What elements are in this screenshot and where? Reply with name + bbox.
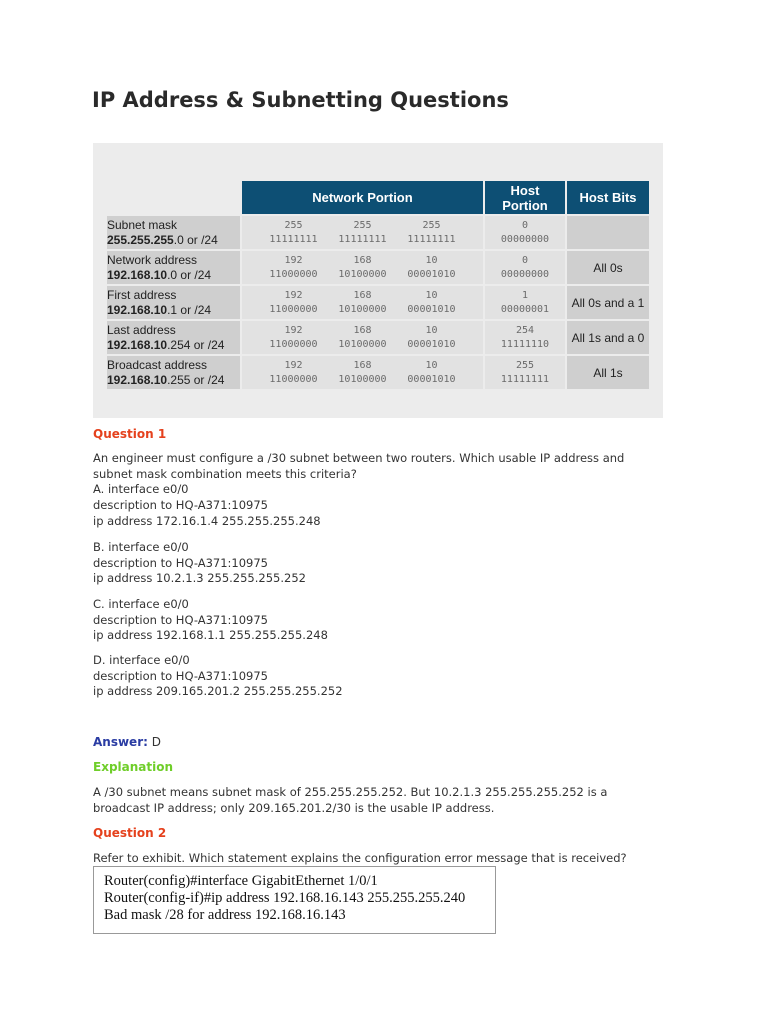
octet-decimal: 192 bbox=[284, 359, 303, 371]
octet-binary: 11111111 bbox=[407, 233, 456, 245]
row-label bbox=[107, 286, 240, 319]
octet-binary: 10100000 bbox=[338, 373, 387, 385]
host-portion-cell bbox=[485, 251, 565, 284]
octet bbox=[330, 359, 396, 387]
table-row bbox=[107, 356, 649, 389]
host-decimal: 0 bbox=[521, 219, 529, 231]
row-label-name: Broadcast address bbox=[107, 357, 208, 372]
header-network-portion: Network Portion bbox=[242, 181, 483, 214]
host-decimal: 0 bbox=[521, 254, 529, 266]
row-label-address bbox=[107, 233, 240, 248]
octet bbox=[330, 289, 396, 317]
host-binary: 00000000 bbox=[500, 268, 550, 280]
address-network-part: 255.255.255 bbox=[107, 232, 174, 247]
host-decimal: 1 bbox=[521, 289, 529, 301]
octet bbox=[399, 219, 465, 247]
explanation-label: Explanation bbox=[93, 760, 174, 774]
explanation-line: A /30 subnet means subnet mask of 255.255.255.252. But 10.2.1.3 255.255.255.252 is a bbox=[93, 785, 608, 799]
octet bbox=[261, 324, 327, 352]
octet-binary: 00001010 bbox=[407, 338, 456, 350]
config-exhibit bbox=[93, 866, 496, 934]
network-portion-cell bbox=[242, 321, 483, 354]
row-label-name: Last address bbox=[107, 322, 176, 337]
option-d-line: D. interface e0/0 bbox=[93, 653, 190, 667]
row-label-address bbox=[107, 373, 240, 388]
subnet-exhibit bbox=[93, 143, 663, 418]
octet-decimal: 255 bbox=[422, 219, 441, 231]
octet-binary: 11000000 bbox=[269, 268, 318, 280]
host-bits-cell: All 1s bbox=[567, 356, 649, 389]
address-network-part: 192.168.10 bbox=[107, 372, 168, 387]
question-1-prompt bbox=[93, 451, 673, 530]
host-portion-cell bbox=[485, 356, 565, 389]
exhibit-line: Bad mask /28 for address 192.168.16.143 bbox=[104, 907, 346, 923]
table-corner bbox=[107, 181, 240, 214]
host-bits-cell: All 1s and a 0 bbox=[567, 321, 649, 354]
octet-decimal: 10 bbox=[425, 359, 438, 371]
header-host-line1: Host bbox=[510, 182, 540, 198]
table-row bbox=[107, 286, 649, 319]
answer-label: Answer: bbox=[93, 735, 148, 749]
octet bbox=[330, 219, 396, 247]
option-a-line: A. interface e0/0 bbox=[93, 482, 189, 497]
question-2-prompt bbox=[93, 851, 673, 867]
host-binary: 11111111 bbox=[500, 373, 550, 385]
octet-decimal: 168 bbox=[353, 324, 372, 336]
host-binary: 11111110 bbox=[500, 338, 550, 350]
exhibit-line: Router(config)#interface GigabitEthernet 1/0/1 bbox=[104, 873, 378, 889]
option-d-line: ip address 209.165.201.2 255.255.255.252 bbox=[93, 684, 343, 699]
octet bbox=[261, 289, 327, 317]
octet-decimal: 10 bbox=[425, 254, 438, 266]
row-label-name: Subnet mask bbox=[107, 217, 178, 232]
option-b bbox=[93, 540, 673, 587]
octet-binary: 11111111 bbox=[269, 233, 318, 245]
octet-decimal: 10 bbox=[425, 289, 438, 301]
option-a-line: ip address 172.16.1.4 255.255.255.248 bbox=[93, 513, 321, 528]
octet-binary: 11111111 bbox=[338, 233, 387, 245]
address-network-part: 192.168.10 bbox=[107, 302, 168, 317]
octet-binary: 11000000 bbox=[269, 303, 318, 315]
network-portion-cell bbox=[242, 216, 483, 249]
address-network-part: 192.168.10 bbox=[107, 337, 168, 352]
row-label-address bbox=[107, 303, 240, 318]
question-1-label: Question 1 bbox=[93, 427, 167, 441]
header-host-line2: Portion bbox=[502, 197, 548, 213]
question-2-label: Question 2 bbox=[93, 826, 167, 840]
octet-decimal: 168 bbox=[353, 254, 372, 266]
address-host-part: .0 or /24 bbox=[167, 267, 212, 282]
host-decimal: 254 bbox=[515, 324, 535, 336]
octet bbox=[330, 324, 396, 352]
host-bits-cell: All 0s bbox=[567, 251, 649, 284]
octet bbox=[261, 219, 327, 247]
page-title: IP Address & Subnetting Questions bbox=[92, 88, 509, 112]
explanation-text bbox=[93, 785, 673, 816]
octet-binary: 11000000 bbox=[269, 373, 318, 385]
host-portion-cell bbox=[485, 286, 565, 319]
row-label bbox=[107, 216, 240, 249]
network-portion-cell bbox=[242, 251, 483, 284]
option-c-line: C. interface e0/0 bbox=[93, 597, 189, 611]
octet bbox=[399, 324, 465, 352]
network-portion-cell bbox=[242, 286, 483, 319]
row-label-address bbox=[107, 338, 240, 353]
network-portion-cell bbox=[242, 356, 483, 389]
option-a-line: description to HQ-A371:10975 bbox=[93, 498, 268, 513]
octet bbox=[330, 254, 396, 282]
prompt-line: subnet mask combination meets this criteria? bbox=[93, 466, 357, 481]
table-row bbox=[107, 216, 649, 249]
octet bbox=[399, 289, 465, 317]
option-d bbox=[93, 653, 673, 700]
answer-value: D bbox=[147, 735, 161, 749]
option-b-line: description to HQ-A371:10975 bbox=[93, 555, 268, 570]
option-c-line: description to HQ-A371:10975 bbox=[93, 612, 268, 627]
octet-binary: 00001010 bbox=[407, 303, 456, 315]
row-label-name: Network address bbox=[107, 252, 198, 267]
subnet-table bbox=[105, 179, 651, 391]
explanation-line: broadcast IP address; only 209.165.201.2/30 is the usable IP address. bbox=[93, 800, 495, 815]
address-host-part: .254 or /24 bbox=[167, 337, 225, 352]
host-binary: 00000001 bbox=[500, 303, 550, 315]
row-label-address bbox=[107, 268, 240, 283]
host-portion-cell bbox=[485, 321, 565, 354]
octet-decimal: 192 bbox=[284, 289, 303, 301]
octet-binary: 10100000 bbox=[338, 303, 387, 315]
octet bbox=[399, 359, 465, 387]
octet-decimal: 192 bbox=[284, 324, 303, 336]
header-host-bits: Host Bits bbox=[567, 181, 649, 214]
answer-line bbox=[93, 735, 161, 749]
octet-decimal: 168 bbox=[353, 359, 372, 371]
octet-binary: 11000000 bbox=[269, 338, 318, 350]
option-c bbox=[93, 597, 673, 644]
row-label-name: First address bbox=[107, 287, 177, 302]
address-host-part: .1 or /24 bbox=[167, 302, 212, 317]
octet-decimal: 10 bbox=[425, 324, 438, 336]
prompt-line: Refer to exhibit. Which statement explains the configuration error message that is received? bbox=[93, 851, 627, 865]
header-host-portion bbox=[485, 181, 565, 214]
octet bbox=[261, 254, 327, 282]
host-decimal: 255 bbox=[515, 359, 535, 371]
octet-binary: 10100000 bbox=[338, 268, 387, 280]
row-label bbox=[107, 321, 240, 354]
octet bbox=[261, 359, 327, 387]
row-label bbox=[107, 251, 240, 284]
octet bbox=[399, 254, 465, 282]
option-b-line: B. interface e0/0 bbox=[93, 540, 189, 554]
address-host-part: .0 or /24 bbox=[173, 232, 218, 247]
octet-decimal: 255 bbox=[353, 219, 372, 231]
octet-binary: 00001010 bbox=[407, 268, 456, 280]
host-bits-cell: All 0s and a 1 bbox=[567, 286, 649, 319]
octet-decimal: 255 bbox=[284, 219, 303, 231]
prompt-line: An engineer must configure a /30 subnet between two routers. Which usable IP address and bbox=[93, 451, 625, 465]
octet-decimal: 168 bbox=[353, 289, 372, 301]
exhibit-line: Router(config-if)#ip address 192.168.16.143 255.255.255.240 bbox=[104, 890, 466, 906]
host-binary: 00000000 bbox=[500, 233, 550, 245]
octet-decimal: 192 bbox=[284, 254, 303, 266]
address-network-part: 192.168.10 bbox=[107, 267, 168, 282]
row-label bbox=[107, 356, 240, 389]
table-row bbox=[107, 251, 649, 284]
address-host-part: .255 or /24 bbox=[167, 372, 225, 387]
option-b-line: ip address 10.2.1.3 255.255.255.252 bbox=[93, 571, 306, 586]
host-bits-cell bbox=[567, 216, 649, 249]
option-c-line: ip address 192.168.1.1 255.255.255.248 bbox=[93, 628, 328, 643]
host-portion-cell bbox=[485, 216, 565, 249]
octet-binary: 00001010 bbox=[407, 373, 456, 385]
octet-binary: 10100000 bbox=[338, 338, 387, 350]
option-d-line: description to HQ-A371:10975 bbox=[93, 668, 268, 683]
table-row bbox=[107, 321, 649, 354]
